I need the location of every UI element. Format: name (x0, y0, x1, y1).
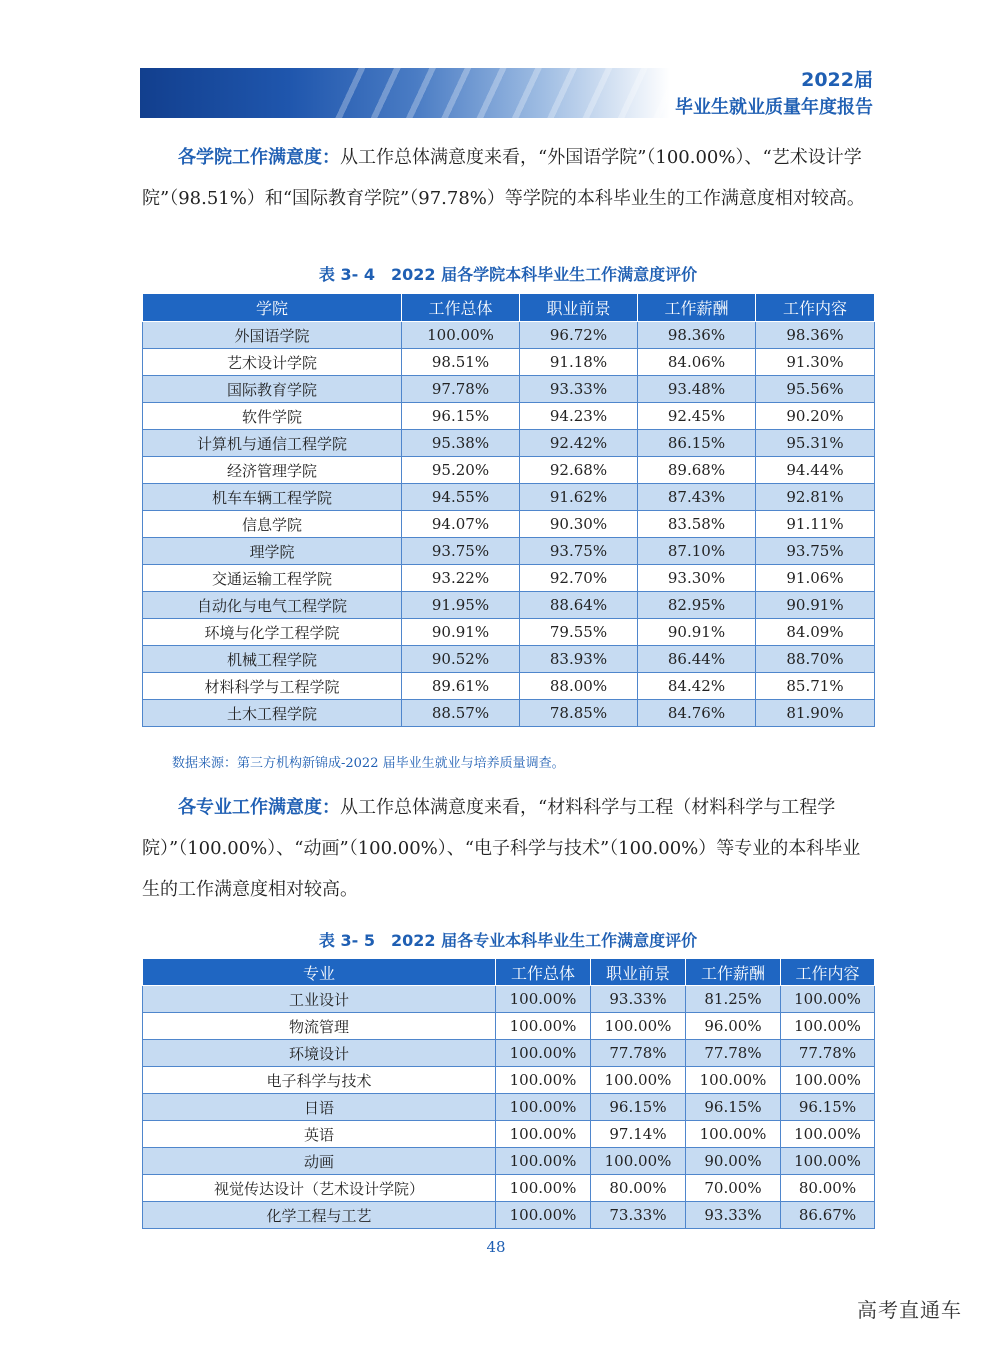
row-label-cell: 环境设计 (143, 1040, 496, 1067)
value-cell: 88.70% (756, 646, 875, 673)
table-row (143, 430, 875, 457)
table-row (143, 986, 875, 1013)
value-cell: 85.71% (756, 673, 875, 700)
row-label-cell: 英语 (143, 1121, 496, 1148)
value-cell: 98.36% (756, 322, 875, 349)
value-cell: 100.00% (591, 1013, 686, 1040)
table-row (143, 1067, 875, 1094)
column-header: 专业 (143, 959, 496, 986)
section2-paragraph (142, 787, 874, 910)
value-cell: 91.11% (756, 511, 875, 538)
value-cell: 92.70% (520, 565, 638, 592)
table-row (143, 457, 875, 484)
value-cell: 86.44% (638, 646, 756, 673)
value-cell: 83.93% (520, 646, 638, 673)
value-cell: 100.00% (686, 1067, 781, 1094)
value-cell: 70.00% (686, 1175, 781, 1202)
value-cell: 100.00% (781, 1148, 875, 1175)
table-row (143, 484, 875, 511)
value-cell: 94.44% (756, 457, 875, 484)
value-cell: 98.36% (638, 322, 756, 349)
value-cell: 89.61% (402, 673, 520, 700)
value-cell: 87.43% (638, 484, 756, 511)
value-cell: 83.58% (638, 511, 756, 538)
value-cell: 80.00% (781, 1175, 875, 1202)
row-label-cell: 经济管理学院 (143, 457, 402, 484)
row-label-cell: 理学院 (143, 538, 402, 565)
value-cell: 84.76% (638, 700, 756, 727)
column-header: 职业前景 (520, 294, 638, 322)
value-cell: 97.14% (591, 1121, 686, 1148)
table-row (143, 511, 875, 538)
value-cell: 90.30% (520, 511, 638, 538)
value-cell: 93.33% (686, 1202, 781, 1229)
value-cell: 100.00% (496, 1013, 591, 1040)
table-row (143, 1175, 875, 1202)
value-cell: 90.00% (686, 1148, 781, 1175)
row-label-cell: 计算机与通信工程学院 (143, 430, 402, 457)
row-label-cell: 机车车辆工程学院 (143, 484, 402, 511)
value-cell: 95.20% (402, 457, 520, 484)
value-cell: 100.00% (496, 1148, 591, 1175)
watermark: 高考直通车 (857, 1298, 962, 1322)
table2-caption: 表 3- 5 2022 届各专业本科毕业生工作满意度评价 (318, 931, 698, 950)
table-row (143, 565, 875, 592)
table-row (143, 700, 875, 727)
column-header: 工作总体 (496, 959, 591, 986)
table-row (143, 1094, 875, 1121)
data-source-note: 数据来源：第三方机构新锦成-2022 届毕业生就业与培养质量调查。 (172, 756, 565, 771)
value-cell: 93.33% (591, 986, 686, 1013)
value-cell: 90.91% (756, 592, 875, 619)
value-cell: 93.22% (402, 565, 520, 592)
value-cell: 88.00% (520, 673, 638, 700)
value-cell: 92.42% (520, 430, 638, 457)
value-cell: 92.81% (756, 484, 875, 511)
report-title (675, 66, 873, 122)
value-cell: 78.85% (520, 700, 638, 727)
value-cell: 96.15% (686, 1094, 781, 1121)
value-cell: 93.75% (756, 538, 875, 565)
row-label-cell: 日语 (143, 1094, 496, 1121)
table-row (143, 349, 875, 376)
value-cell: 95.31% (756, 430, 875, 457)
row-label-cell: 动画 (143, 1148, 496, 1175)
value-cell: 86.67% (781, 1202, 875, 1229)
value-cell: 100.00% (496, 1094, 591, 1121)
major-satisfaction-table (142, 958, 875, 1229)
column-header: 工作薪酬 (686, 959, 781, 986)
page-number: 48 (486, 1238, 506, 1256)
value-cell: 94.07% (402, 511, 520, 538)
value-cell: 93.75% (520, 538, 638, 565)
value-cell: 100.00% (591, 1148, 686, 1175)
table-row (143, 1148, 875, 1175)
row-label-cell: 化学工程与工艺 (143, 1202, 496, 1229)
value-cell: 98.51% (402, 349, 520, 376)
table-row (143, 1013, 875, 1040)
row-label-cell: 土木工程学院 (143, 700, 402, 727)
row-label-cell: 艺术设计学院 (143, 349, 402, 376)
value-cell: 77.78% (781, 1040, 875, 1067)
table-row (143, 619, 875, 646)
header-banner-stripes (330, 68, 670, 118)
report-year: 2022届 (801, 69, 873, 91)
value-cell: 97.78% (402, 376, 520, 403)
row-label-cell: 物流管理 (143, 1013, 496, 1040)
value-cell: 93.33% (520, 376, 638, 403)
value-cell: 94.55% (402, 484, 520, 511)
value-cell: 100.00% (496, 1040, 591, 1067)
value-cell: 100.00% (781, 986, 875, 1013)
value-cell: 77.78% (591, 1040, 686, 1067)
table1-caption: 表 3- 4 2022 届各学院本科毕业生工作满意度评价 (318, 265, 698, 284)
value-cell: 100.00% (402, 322, 520, 349)
value-cell: 100.00% (496, 986, 591, 1013)
value-cell: 91.62% (520, 484, 638, 511)
column-header: 工作内容 (781, 959, 875, 986)
value-cell: 80.00% (591, 1175, 686, 1202)
section2-lead: 各专业工作满意度： (178, 797, 340, 818)
value-cell: 96.00% (686, 1013, 781, 1040)
value-cell: 94.23% (520, 403, 638, 430)
value-cell: 73.33% (591, 1202, 686, 1229)
value-cell: 92.45% (638, 403, 756, 430)
value-cell: 100.00% (496, 1175, 591, 1202)
value-cell: 90.52% (402, 646, 520, 673)
value-cell: 84.09% (756, 619, 875, 646)
value-cell: 82.95% (638, 592, 756, 619)
column-header: 学院 (143, 294, 402, 322)
value-cell: 100.00% (781, 1121, 875, 1148)
row-label-cell: 国际教育学院 (143, 376, 402, 403)
report-name: 毕业生就业质量年度报告 (675, 97, 873, 118)
table-row (143, 538, 875, 565)
table-row (143, 376, 875, 403)
table-row (143, 1121, 875, 1148)
value-cell: 84.06% (638, 349, 756, 376)
table-row (143, 673, 875, 700)
value-cell: 87.10% (638, 538, 756, 565)
value-cell: 91.95% (402, 592, 520, 619)
row-label-cell: 软件学院 (143, 403, 402, 430)
row-label-cell: 电子科学与技术 (143, 1067, 496, 1094)
table-row (143, 322, 875, 349)
table-row (143, 403, 875, 430)
value-cell: 89.68% (638, 457, 756, 484)
row-label-cell: 交通运输工程学院 (143, 565, 402, 592)
row-label-cell: 材料科学与工程学院 (143, 673, 402, 700)
value-cell: 96.15% (781, 1094, 875, 1121)
section1-text: 从工作总体满意度来看，“外国语学院”（100.00%）、“艺术设计学院”（98.51%）和“国际教育学院”（97.78%）等学院的本科毕业生的工作满意度相对较高。 (142, 147, 865, 209)
value-cell: 91.30% (756, 349, 875, 376)
value-cell: 86.15% (638, 430, 756, 457)
value-cell: 100.00% (496, 1202, 591, 1229)
table-row (143, 592, 875, 619)
column-header: 工作内容 (756, 294, 875, 322)
table-row (143, 1202, 875, 1229)
value-cell: 90.91% (402, 619, 520, 646)
section2-text: 从工作总体满意度来看，“材料科学与工程（材料科学与工程学院）”（100.00%）、“动画”（100.00%）、“电子科学与技术”（100.00%）等专业的本科毕业生的工作满意度相对较高。 (142, 797, 861, 900)
value-cell: 91.06% (756, 565, 875, 592)
value-cell: 95.56% (756, 376, 875, 403)
row-label-cell: 视觉传达设计（艺术设计学院） (143, 1175, 496, 1202)
value-cell: 100.00% (591, 1067, 686, 1094)
column-header: 工作薪酬 (638, 294, 756, 322)
value-cell: 81.90% (756, 700, 875, 727)
value-cell: 93.48% (638, 376, 756, 403)
table-row (143, 646, 875, 673)
value-cell: 90.20% (756, 403, 875, 430)
row-label-cell: 工业设计 (143, 986, 496, 1013)
row-label-cell: 自动化与电气工程学院 (143, 592, 402, 619)
value-cell: 100.00% (781, 1013, 875, 1040)
value-cell: 100.00% (781, 1067, 875, 1094)
section1-lead: 各学院工作满意度： (178, 147, 340, 168)
column-header: 职业前景 (591, 959, 686, 986)
value-cell: 93.30% (638, 565, 756, 592)
table-header-row (143, 959, 875, 986)
row-label-cell: 外国语学院 (143, 322, 402, 349)
college-satisfaction-table (142, 293, 875, 727)
table-header-row (143, 294, 875, 322)
value-cell: 77.78% (686, 1040, 781, 1067)
value-cell: 84.42% (638, 673, 756, 700)
value-cell: 91.18% (520, 349, 638, 376)
value-cell: 100.00% (686, 1121, 781, 1148)
value-cell: 90.91% (638, 619, 756, 646)
table-row (143, 1040, 875, 1067)
value-cell: 92.68% (520, 457, 638, 484)
value-cell: 95.38% (402, 430, 520, 457)
column-header: 工作总体 (402, 294, 520, 322)
row-label-cell: 环境与化学工程学院 (143, 619, 402, 646)
value-cell: 100.00% (496, 1121, 591, 1148)
section1-paragraph (142, 137, 874, 219)
row-label-cell: 信息学院 (143, 511, 402, 538)
row-label-cell: 机械工程学院 (143, 646, 402, 673)
value-cell: 81.25% (686, 986, 781, 1013)
value-cell: 88.57% (402, 700, 520, 727)
value-cell: 79.55% (520, 619, 638, 646)
value-cell: 96.15% (591, 1094, 686, 1121)
value-cell: 93.75% (402, 538, 520, 565)
value-cell: 88.64% (520, 592, 638, 619)
value-cell: 96.15% (402, 403, 520, 430)
value-cell: 96.72% (520, 322, 638, 349)
value-cell: 100.00% (496, 1067, 591, 1094)
